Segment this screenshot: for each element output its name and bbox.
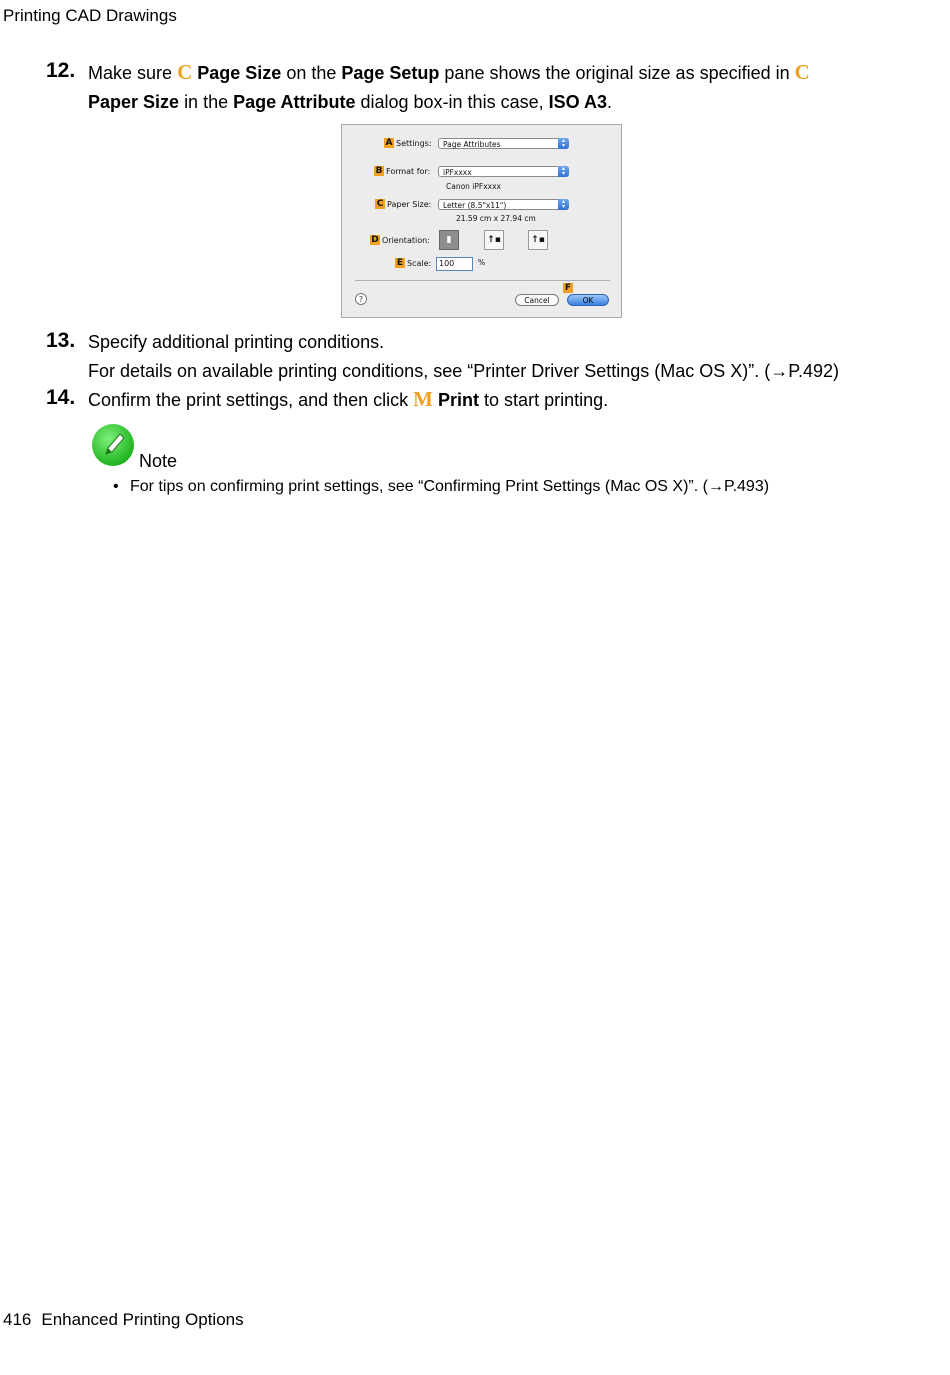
popup-arrows-icon: ▴ ▾ bbox=[558, 166, 569, 177]
step-12 bbox=[46, 58, 926, 117]
page-setup-dialog bbox=[341, 124, 622, 318]
callout-letter-c: C bbox=[177, 60, 193, 84]
landscape-orientation-icon[interactable]: ↑▪ bbox=[484, 230, 504, 250]
help-icon[interactable]: ? bbox=[355, 293, 367, 305]
portrait-orientation-icon[interactable]: ▮ bbox=[439, 230, 459, 250]
step-text: Confirm the print settings, and then click M Print to start printing. bbox=[88, 387, 609, 411]
bullet-icon: • bbox=[113, 478, 119, 495]
running-footer bbox=[3, 1310, 244, 1330]
page-number: 416 bbox=[3, 1310, 32, 1329]
paper-size-popup[interactable]: Letter (8.5"x11") ▴ ▾ bbox=[438, 199, 569, 210]
note-label: Note bbox=[139, 451, 178, 471]
callout-badge-b: B bbox=[375, 166, 383, 176]
callout-letter-c: C bbox=[794, 60, 810, 84]
orientation-row: D Orientation: bbox=[371, 235, 430, 245]
popup-arrows-icon: ▴ ▾ bbox=[558, 199, 569, 210]
step-text: Make sure C Page Size on the Page Setup pane shows the original size as specified in C Paper Size in the Page Attribute dialog box-in this case, ISO A3. bbox=[88, 60, 810, 112]
scale-input[interactable]: 100 bbox=[436, 257, 473, 271]
step-number: 12. bbox=[46, 59, 76, 82]
paper-dimensions: 21.59 cm x 27.94 cm bbox=[456, 214, 536, 223]
note-list-item bbox=[113, 478, 769, 496]
step-13 bbox=[46, 328, 926, 386]
scale-row: E Scale: bbox=[396, 258, 432, 268]
pencil-note-icon bbox=[92, 424, 134, 466]
settings-row: A Settings: bbox=[385, 138, 432, 148]
callout-badge-f: F bbox=[564, 283, 572, 293]
running-header: Printing CAD Drawings bbox=[3, 6, 177, 25]
scale-unit: % bbox=[478, 258, 486, 267]
callout-badge-a: A bbox=[385, 138, 393, 148]
callout-badge-e: E bbox=[396, 258, 404, 268]
note-link-text[interactable]: For tips on confirming print settings, see “Confirming Print Settings (Mac OS X)”. (→P.493) bbox=[130, 478, 770, 495]
printer-name: Canon iPFxxxx bbox=[446, 182, 501, 191]
settings-popup[interactable]: Page Attributes ▴ ▾ bbox=[438, 138, 569, 149]
callout-badge-d: D bbox=[371, 235, 379, 245]
cancel-button[interactable]: Cancel bbox=[515, 294, 559, 306]
callout-letter-m: M bbox=[413, 387, 433, 411]
step-14 bbox=[46, 385, 926, 415]
dialog-divider bbox=[355, 280, 610, 281]
format-for-popup[interactable]: iPFxxxx ▴ ▾ bbox=[438, 166, 569, 177]
paper-size-row: C Paper Size: bbox=[376, 199, 432, 209]
callout-badge-c: C bbox=[376, 199, 384, 209]
step-text: Specify additional printing conditions. For details on available printing conditions, see “Printer Driver Settings (Mac OS X)”. (→P.492) bbox=[88, 328, 926, 386]
section-title: Enhanced Printing Options bbox=[41, 1310, 244, 1329]
popup-arrows-icon: ▴ ▾ bbox=[558, 138, 569, 149]
reverse-landscape-orientation-icon[interactable]: ↑▪ bbox=[528, 230, 548, 250]
cross-reference-link[interactable]: For details on available printing conditions, see “Printer Driver Settings (Mac OS X)”. (→P.492) bbox=[88, 361, 839, 381]
format-for-row: B Format for: bbox=[375, 166, 431, 176]
ok-button[interactable]: OK bbox=[567, 294, 609, 306]
step-number: 13. bbox=[46, 329, 76, 352]
step-number: 14. bbox=[46, 386, 76, 409]
